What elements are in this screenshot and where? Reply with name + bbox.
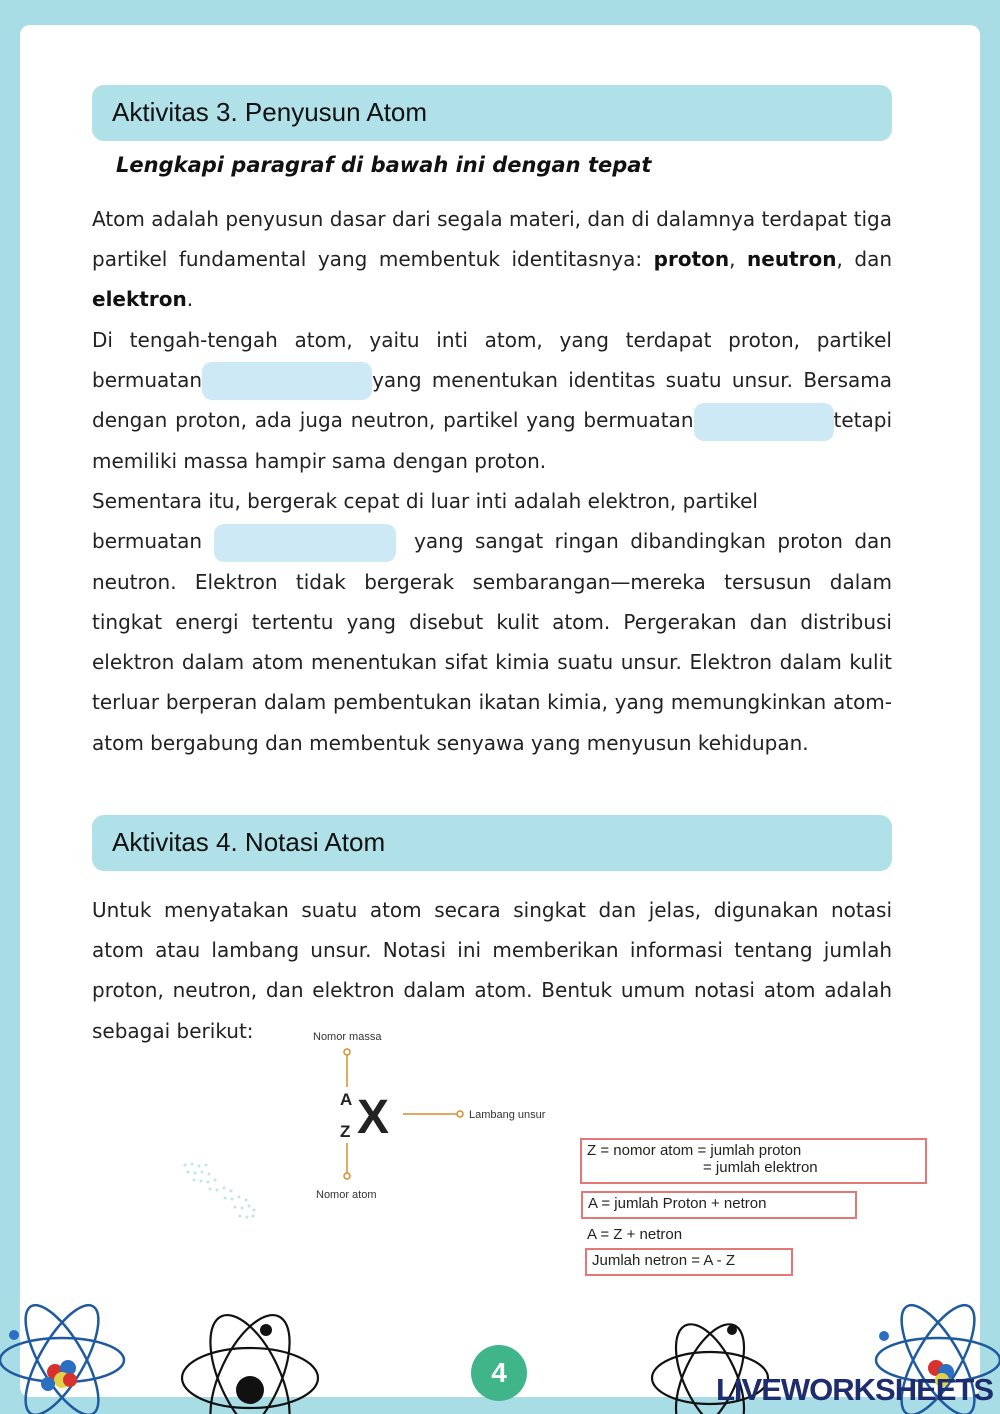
paragraph-1-text: Atom adalah penyusun dasar dari segala materi, dan di dalamnya terdapat tiga partikel fundamental yang membentuk identitasnya: — [92, 207, 892, 272]
activity-3-title: Aktivitas 3. Penyusun Atom — [92, 85, 892, 141]
atom-notation-figure — [305, 1025, 546, 1205]
decorative-dots — [180, 1160, 260, 1222]
atomic-number-definition: Z = nomor atom = jumlah proton — [587, 1142, 802, 1159]
worksheet-page — [20, 25, 980, 1397]
separator: , dan — [836, 247, 892, 272]
symbol-pointer-dot — [457, 1111, 463, 1117]
page-number-badge: 4 — [471, 1345, 527, 1401]
paragraph-2-part-b: yang menentukan identitas suatu unsur. Bersama dengan proton, ada juga neutron, partikel yang bermuatan — [92, 367, 892, 433]
mass-number-equation: A = Z + netron — [587, 1226, 683, 1243]
neutron-formula-box — [585, 1248, 793, 1276]
separator: , — [729, 247, 748, 272]
paragraph-3-line-1: Sementara itu, bergerak cepat di luar inti adalah elektron, partikel — [92, 489, 758, 514]
neutron-formula: Jumlah netron = A - Z — [592, 1252, 735, 1269]
mass-number-label: Nomor massa — [313, 1031, 382, 1043]
mass-number-definition-box — [581, 1191, 857, 1219]
atomic-number-label: Nomor atom — [316, 1189, 377, 1201]
activity-3-text — [92, 199, 892, 763]
element-symbol-label: Lambang unsur — [469, 1109, 546, 1121]
mass-pointer-dot — [344, 1049, 350, 1055]
atom-decoration-left — [0, 1300, 135, 1414]
mass-number-letter: A — [340, 1090, 353, 1109]
mass-number-definition: A = jumlah Proton + netron — [588, 1195, 767, 1212]
neutron-charge-blank[interactable] — [694, 403, 834, 441]
atom-decoration-center-left — [180, 1300, 330, 1414]
notation-paragraph: Untuk menyatakan suatu atom secara singkat dan jelas, digunakan notasi atom atau lambang unsur. Notasi ini memberikan informasi tentang jumlah proton, neutron, dan elektron dalam atom. Bentuk umum notasi atom adalah sebagai berikut: — [92, 898, 892, 1043]
term-neutron: neutron — [747, 247, 837, 272]
activity-3-instruction: Lengkapi paragraf di bawah ini dengan tepat — [116, 153, 652, 177]
period: . — [186, 287, 194, 312]
electron-count-definition: = jumlah elektron — [703, 1159, 818, 1176]
proton-charge-blank[interactable] — [202, 362, 372, 400]
liveworksheets-watermark: LIVEWORKSHEETS — [716, 1372, 994, 1407]
atomic-number-letter: Z — [340, 1122, 351, 1141]
paragraph-2-part-c: tetapi memiliki massa hampir sama dengan proton. — [92, 408, 892, 473]
paragraph-3 — [92, 521, 892, 763]
term-elektron: elektron — [92, 287, 187, 312]
element-symbol-letter: X — [357, 1091, 390, 1144]
term-proton: proton — [653, 247, 730, 272]
paragraph-3-part-c: yang sangat ringan dibandingkan proton dan neutron. Elektron tidak bergerak sembarangan—mereka tersusun dalam tingkat energi tertentu yang disebut kulit atom. Pergerakan dan distribusi elektron dalam atom menentukan sifat kimia suatu unsur. Elektron dalam kulit terluar berperan dalam pembentukan ikatan kimia, yang memungkinkan atom-atom bergabung dan membentuk senyawa yang menyusun kehidupan. — [92, 529, 892, 755]
atomic-number-definition-box — [580, 1138, 927, 1184]
paragraph-2-part-a: Di tengah-tengah atom, yaitu inti atom, yang terdapat proton, partikel bermuatan — [92, 327, 892, 392]
atomic-pointer-dot — [344, 1173, 350, 1179]
activity-4-title: Aktivitas 4. Notasi Atom — [92, 815, 892, 871]
paragraph-3-part-b: bermuatan — [92, 529, 203, 554]
atom-notation-diagram — [305, 1025, 546, 1205]
paragraph-1 — [92, 199, 892, 320]
elektron-charge-blank[interactable] — [214, 524, 396, 562]
paragraph-2 — [92, 320, 892, 481]
